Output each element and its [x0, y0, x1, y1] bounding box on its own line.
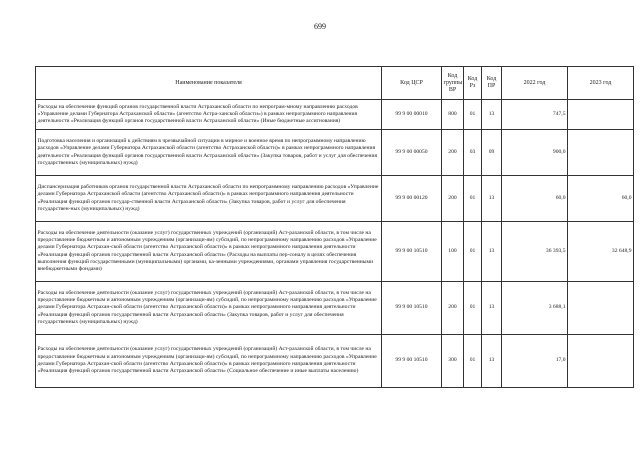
table-row — [36, 100, 634, 130]
row-name: Расходы на обеспечение функций органов государственной власти Астраханской области по непрограм-мному направлению расходов «Управление делами Губернатора Астраханской области» (агентство Астра-ханской области») в рамках непрограммного направления деятельности «Реализация функций органов государственной власти Астраханской области» (Иные бюджетные ассигнования) — [36, 100, 382, 130]
row-rz: 01 — [464, 222, 482, 282]
row-name: Расходы на обеспечение деятельности (оказание услуг) государственных учреждений (организаций) Аст-раханской области, в том числе на предоставление бюджетным и автономным учреждениям (организаци-ям) субсидий, по непрограммному направлению расходов «Управление делами Губернатора Астрахан-ской области (агентство Астраханской области)» в рамках непрограммного направления деятельности «Реализация функций органов государственной власти Астраханской области» (Социальное обеспечение и иные выплаты населению) — [36, 335, 382, 388]
row-csr: 99 9 00 00050 — [382, 130, 442, 176]
row-pr: 13 — [482, 335, 502, 388]
table-row — [36, 335, 634, 388]
row-2023: 32 648,9 — [568, 222, 634, 282]
header-rz: Код Рз — [464, 67, 482, 100]
header-csr: Код ЦСР — [382, 67, 442, 100]
row-2022: 747,5 — [502, 100, 568, 130]
row-csr: 99 9 00 10510 — [382, 335, 442, 388]
row-2022: 17,0 — [502, 335, 568, 388]
page-number: 699 — [314, 22, 326, 31]
row-vr: 200 — [442, 176, 464, 222]
header-name: Наименование показателя — [36, 67, 382, 100]
row-pr: 13 — [482, 100, 502, 130]
row-rz: 01 — [464, 176, 482, 222]
row-rz: 01 — [464, 282, 482, 335]
row-pr: 09 — [482, 130, 502, 176]
row-2022: 60,0 — [502, 176, 568, 222]
table-row — [36, 176, 634, 222]
row-pr: 13 — [482, 222, 502, 282]
row-pr: 13 — [482, 282, 502, 335]
budget-table — [35, 66, 634, 388]
row-csr: 99 9 00 00120 — [382, 176, 442, 222]
row-name: Расходы на обеспечение деятельности (оказание услуг) государственных учреждений (организаций) Аст-раханской области, в том числе на предоставление бюджетным и автономным учреждениям (организаци-ям) субсидий, по непрограммному направлению расходов «Управление делами Губернатора Астрахан-ской области (агентство Астраханской области)» в рамках непрограммного направления деятельности «Реализация функций органов государственной власти Астраханской области» (Расходы на выплаты пер-соналу в целях обеспечения выполнения функций государственными (муниципальными) органами, ка-зенными учреждениями, органами управления государственными внебюджетными фондами) — [36, 222, 382, 282]
table-header-row — [36, 67, 634, 100]
table-row — [36, 130, 634, 176]
row-2022: 900,0 — [502, 130, 568, 176]
row-csr: 99 9 00 10510 — [382, 222, 442, 282]
row-csr: 99 9 00 10510 — [382, 282, 442, 335]
header-2022: 2022 год — [502, 67, 568, 100]
row-2023: 60,0 — [568, 176, 634, 222]
row-vr: 800 — [442, 100, 464, 130]
row-pr: 13 — [482, 176, 502, 222]
row-2023 — [568, 130, 634, 176]
row-2022: 36 393,5 — [502, 222, 568, 282]
header-2023: 2023 год — [568, 67, 634, 100]
header-vr: Код группы ВР — [442, 67, 464, 100]
row-2023 — [568, 335, 634, 388]
row-2023 — [568, 100, 634, 130]
row-name: Подготовка населения и организаций к действиям в чрезвычайной ситуации в мирное и военное время по непрограммному направлению расходов «Управление делами Губернатора Астраханской области (агентство Астраханской области)» в рамках непрограммного направления деятельности «Реализация функций органов государственной власти Астраханской области» (Закупка товаров, работ и услуг для обеспечения государственных (муниципальных) нужд) — [36, 130, 382, 176]
row-2023 — [568, 282, 634, 335]
row-name: Диспансеризация работников органов государственной власти Астраханской области по непрограммному направлению расходов «Управление делами Губернатора Астраханской области (агентство Астраханской области)» в рамках непрограммного направления деятельности «Реализация функций органов государ-ственной власти Астраханской области» (Закупка товаров, работ и услуг для обеспечения государствен-ных (муниципальных) нужд) — [36, 176, 382, 222]
row-2022: 3 688,1 — [502, 282, 568, 335]
table-row — [36, 282, 634, 335]
row-csr: 99 9 00 00010 — [382, 100, 442, 130]
row-rz: 01 — [464, 100, 482, 130]
row-vr: 300 — [442, 335, 464, 388]
row-name: Расходы на обеспечение деятельности (оказание услуг) государственных учреждений (организаций) Аст-раханской области, в том числе на предоставление бюджетным и автономным учреждениям (организаци-ям) субсидий, по непрограммному направлению расходов «Управление делами Губернатора Астрахан-ской области (агентство Астраханской области)» в рамках непрограммного направления деятельности «Реализация функций органов государственной власти Астраханской области» (Закупка товаров, работ и услуг для обеспечения государственных (муниципальных) нужд) — [36, 282, 382, 335]
row-vr: 200 — [442, 130, 464, 176]
table-row — [36, 222, 634, 282]
row-vr: 100 — [442, 222, 464, 282]
row-rz: 01 — [464, 335, 482, 388]
header-pr: Код ПР — [482, 67, 502, 100]
row-rz: 03 — [464, 130, 482, 176]
row-vr: 200 — [442, 282, 464, 335]
